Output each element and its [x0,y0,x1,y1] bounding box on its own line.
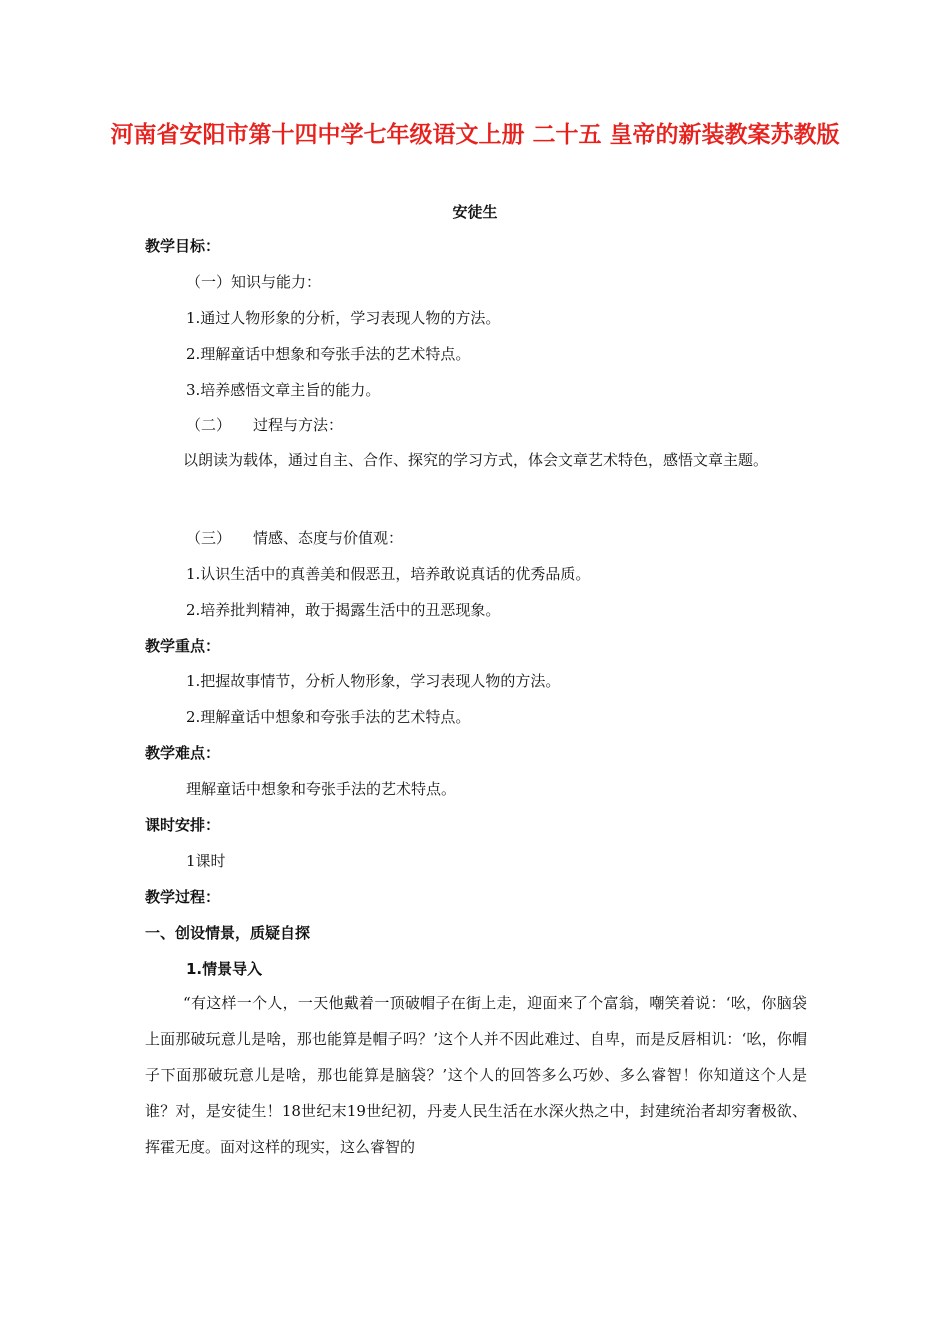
goals-heading: 教学目标： [145,237,221,255]
goal2-heading [186,415,343,435]
goal3-label: 情感、态度与价值观： [253,529,404,547]
goal2-number: （二） [186,416,232,434]
section1-subheading: 1.情景导入 [186,960,263,978]
key-item: 2.理解童话中想象和夸张手法的艺术特点。 [186,708,471,726]
goal1-item: 1.通过人物形象的分析，学习表现人物的方法。 [186,309,501,327]
goal1-item: 3.培养感悟文章主旨的能力。 [186,381,381,399]
goal3-heading [186,528,403,548]
key-item: 1.把握故事情节，分析人物形象，学习表现人物的方法。 [186,672,561,690]
goal2-text: 以朗读为载体，通过自主、合作、探究的学习方式，体会文章艺术特色，感悟文章主题。 [183,451,769,469]
goal1-heading: （一）知识与能力： [186,273,322,291]
difficulty-heading: 教学难点： [145,744,221,762]
process-heading: 教学过程： [145,888,221,906]
goal1-item: 2.理解童话中想象和夸张手法的艺术特点。 [186,345,471,363]
goal3-item: 2.培养批判精神，敢于揭露生活中的丑恶现象。 [186,601,501,619]
goal3-item: 1.认识生活中的真善美和假恶丑，培养敢说真话的优秀品质。 [186,565,591,583]
document-title: 河南省安阳市第十四中学七年级语文上册 二十五 皇帝的新装教案苏教版 [110,122,840,148]
schedule-text: 1课时 [186,852,226,870]
schedule-heading: 课时安排： [145,816,221,834]
intro-paragraph: “有这样一个人，一天他戴着一顶破帽子在街上走，迎面来了个富翁，嘲笑着说：‘吆，你脑袋上面那破玩意儿是啥，那也能算是帽子吗？’这个人并不因此难过、自卑，而是反唇相讥：‘吆，你帽子下面那破玩意儿是啥，那也能算是脑袋？’这个人的回答多么巧妙、多么睿智！你知道这个人是谁？对，是安徒生！18世纪末19世纪初，丹麦人民生活在水深火热之中，封建统治者却穷奢极欲、挥霍无度。面对这样的现实，这么睿智的 [145,994,807,1156]
section1-heading: 一、创设情景，质疑自探 [145,924,311,942]
document-author: 安徒生 [452,203,498,221]
goal3-number: （三） [186,529,232,547]
key-heading: 教学重点： [145,637,221,655]
difficulty-text: 理解童话中想象和夸张手法的艺术特点。 [186,780,457,798]
goal2-label: 过程与方法： [253,416,344,434]
